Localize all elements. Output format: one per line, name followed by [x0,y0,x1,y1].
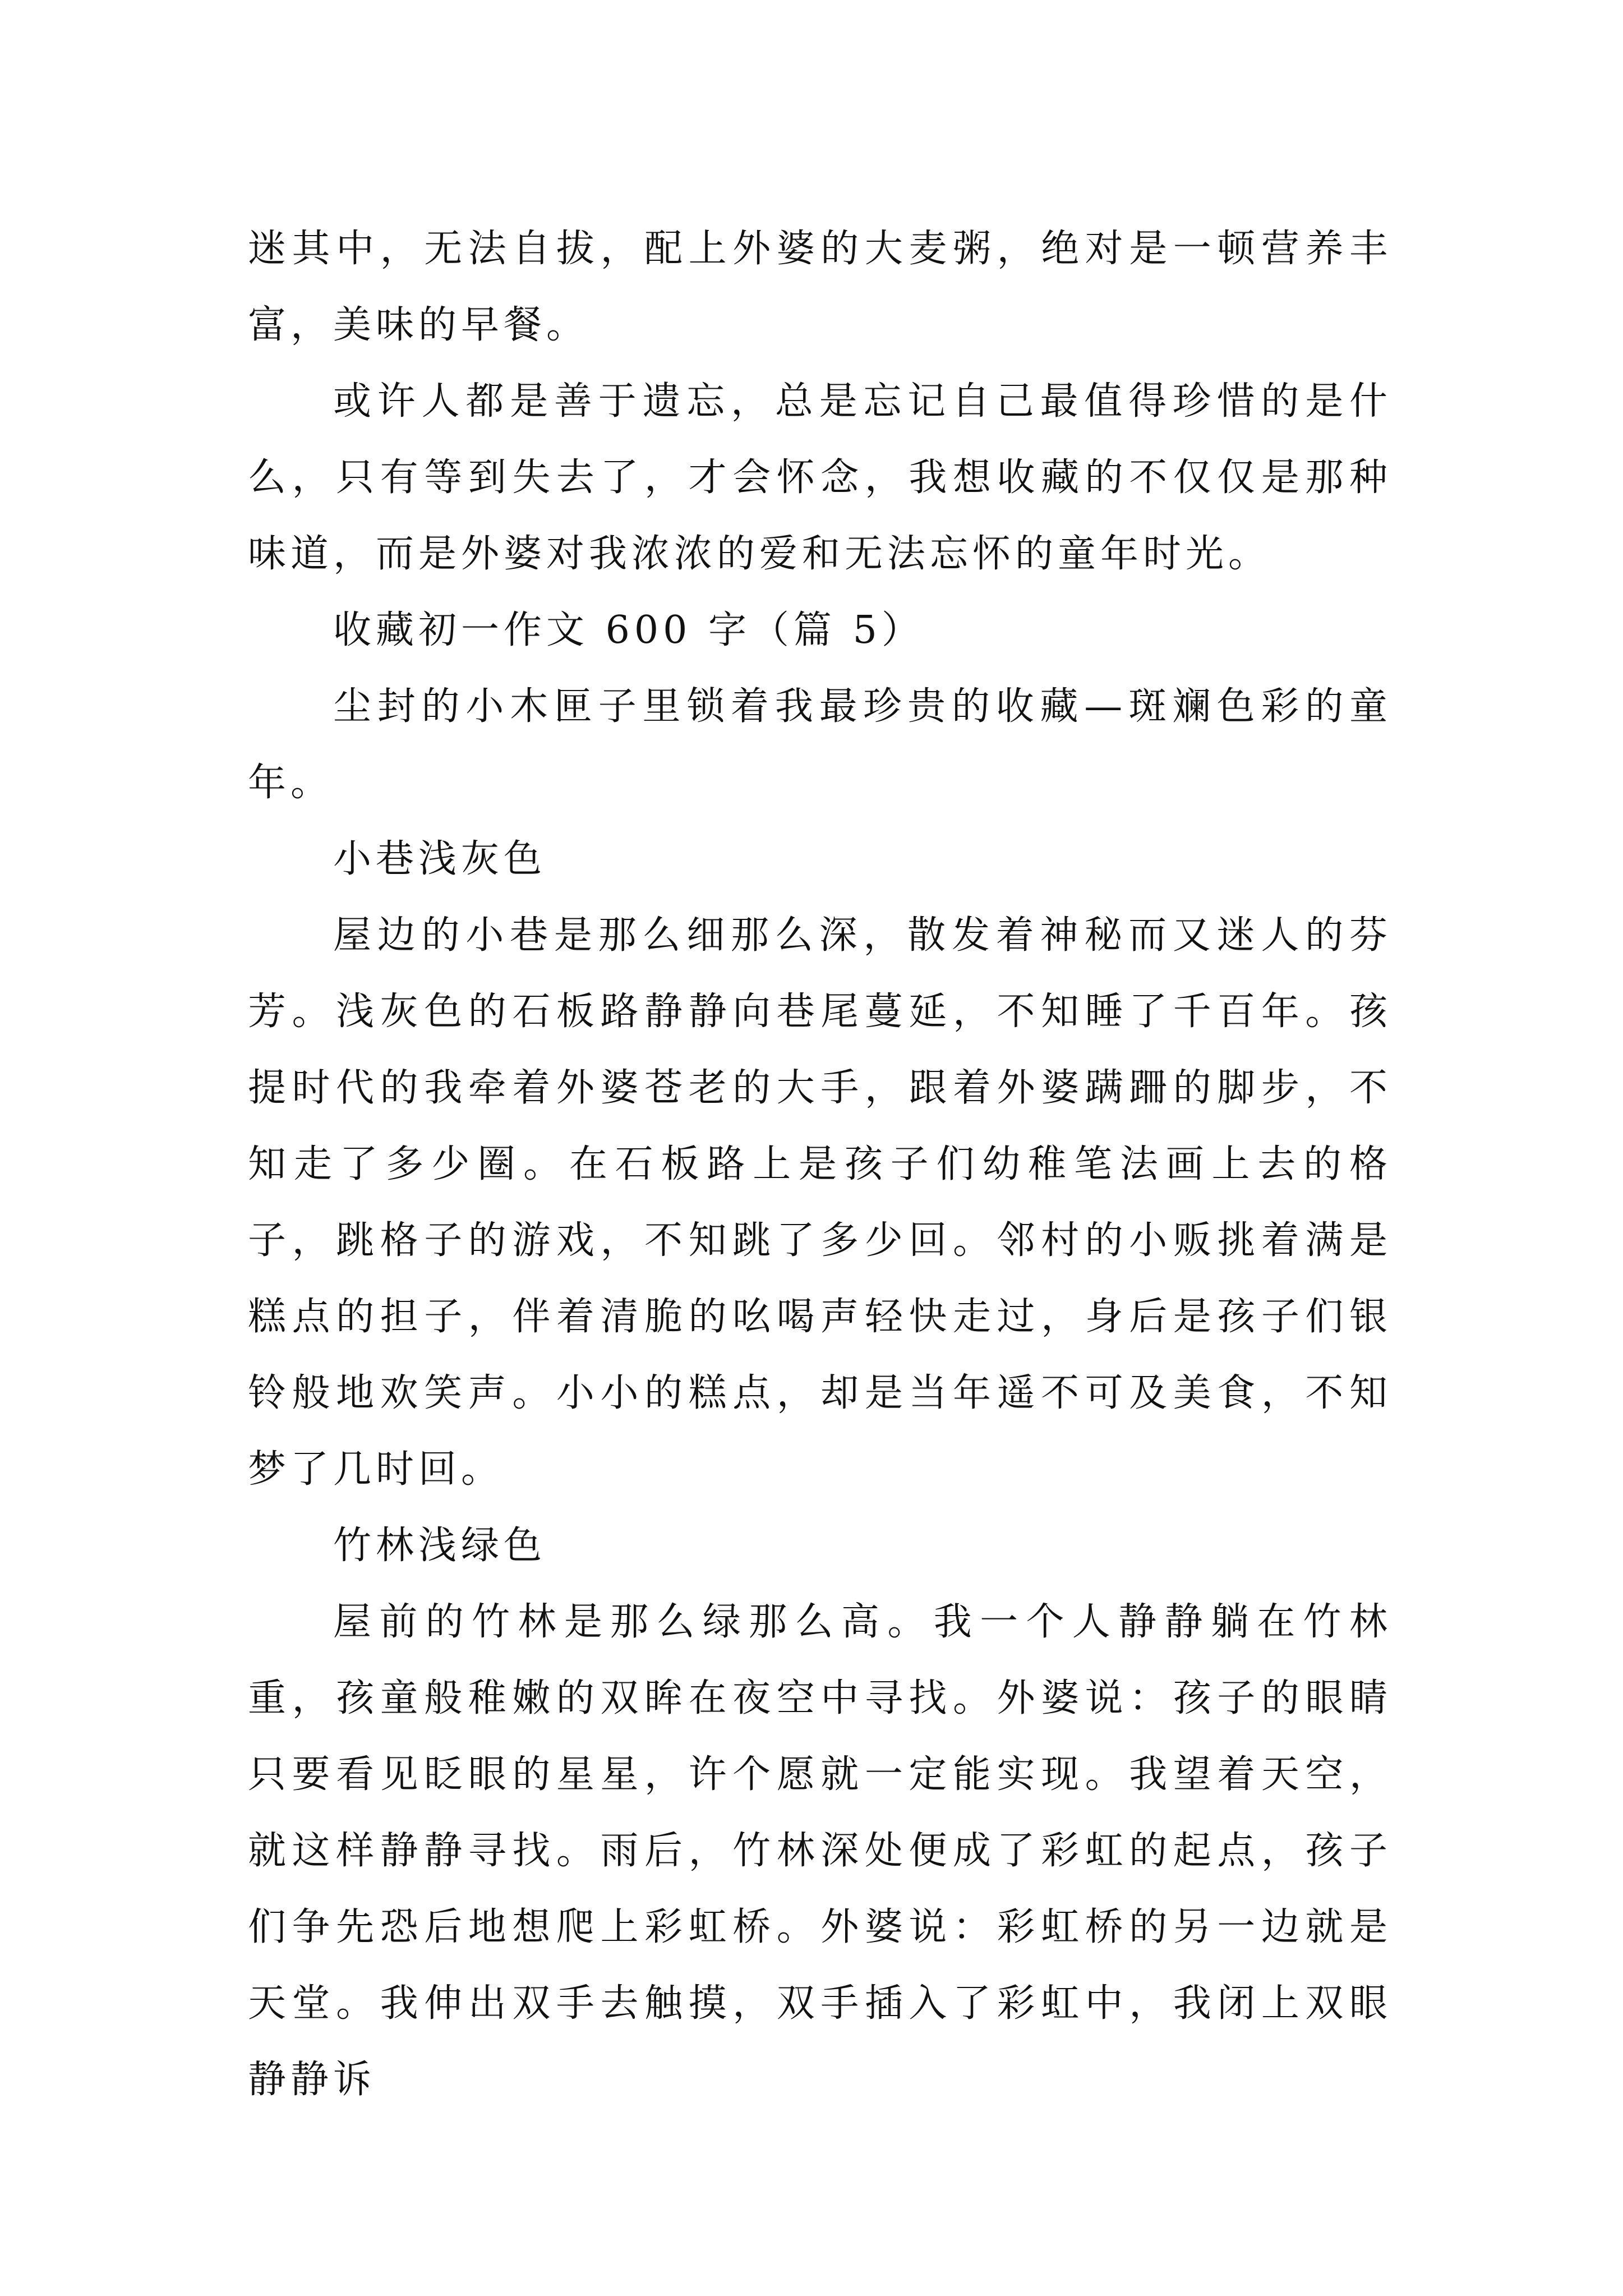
paragraph-bamboo: 屋前的竹林是那么绿那么高。我一个人静静躺在竹林重，孩童般稚嫩的双眸在夜空中寻找。外婆说：孩子的眼睛只要看见眨眼的星星，许个愿就一定能实现。我望着天空，就这样静静寻找。雨后，竹林深处便成了彩虹的起点，孩子们争先恐后地想爬上彩虹桥。外婆说：彩虹桥的另一边就是天堂。我伸出双手去触摸，双手插入了彩虹中，我闭上双眼静静诉 [248,1600,1392,2102]
paragraph-regret: 或许人都是善于遗忘，总是忘记自己最值得珍惜的是什么，只有等到失去了，才会怀念，我想收藏的不仅仅是那种味道，而是外婆对我浓浓的爱和无法忘怀的童年时光。 [248,379,1392,576]
paragraph-alley: 屋边的小巷是那么细那么深，散发着神秘而又迷人的芬芳。浅灰色的石板路静静向巷尾蔓延，不知睡了千百年。孩提时代的我牵着外婆苍老的大手，跟着外婆蹒跚的脚步，不知走了多少圈。在石板路上是孩子们幼稚笔法画上去的格子，跳格子的游戏，不知跳了多少回。邻村的小贩挑着满是糕点的担子，伴着清脆的吆喝声轻快走过，身后是孩子们银铃般地欢笑声。小小的糕点，却是当年遥不可及美食，不知梦了几时回。 [248,913,1392,1492]
section-heading-alley: 小巷浅灰色 [333,837,547,881]
paragraph-intro: 尘封的小木匣子里锁着我最珍贵的收藏—斑斓色彩的童年。 [248,684,1392,805]
section-heading-bamboo: 竹林浅绿色 [333,1524,547,1568]
text-body [248,211,1392,2118]
paragraph-continuation: 迷其中，无法自拔，配上外婆的大麦粥，绝对是一顿营养丰富，美味的早餐。 [248,227,1392,347]
essay-title: 收藏初一作文 600 字（篇 5） [333,608,924,652]
